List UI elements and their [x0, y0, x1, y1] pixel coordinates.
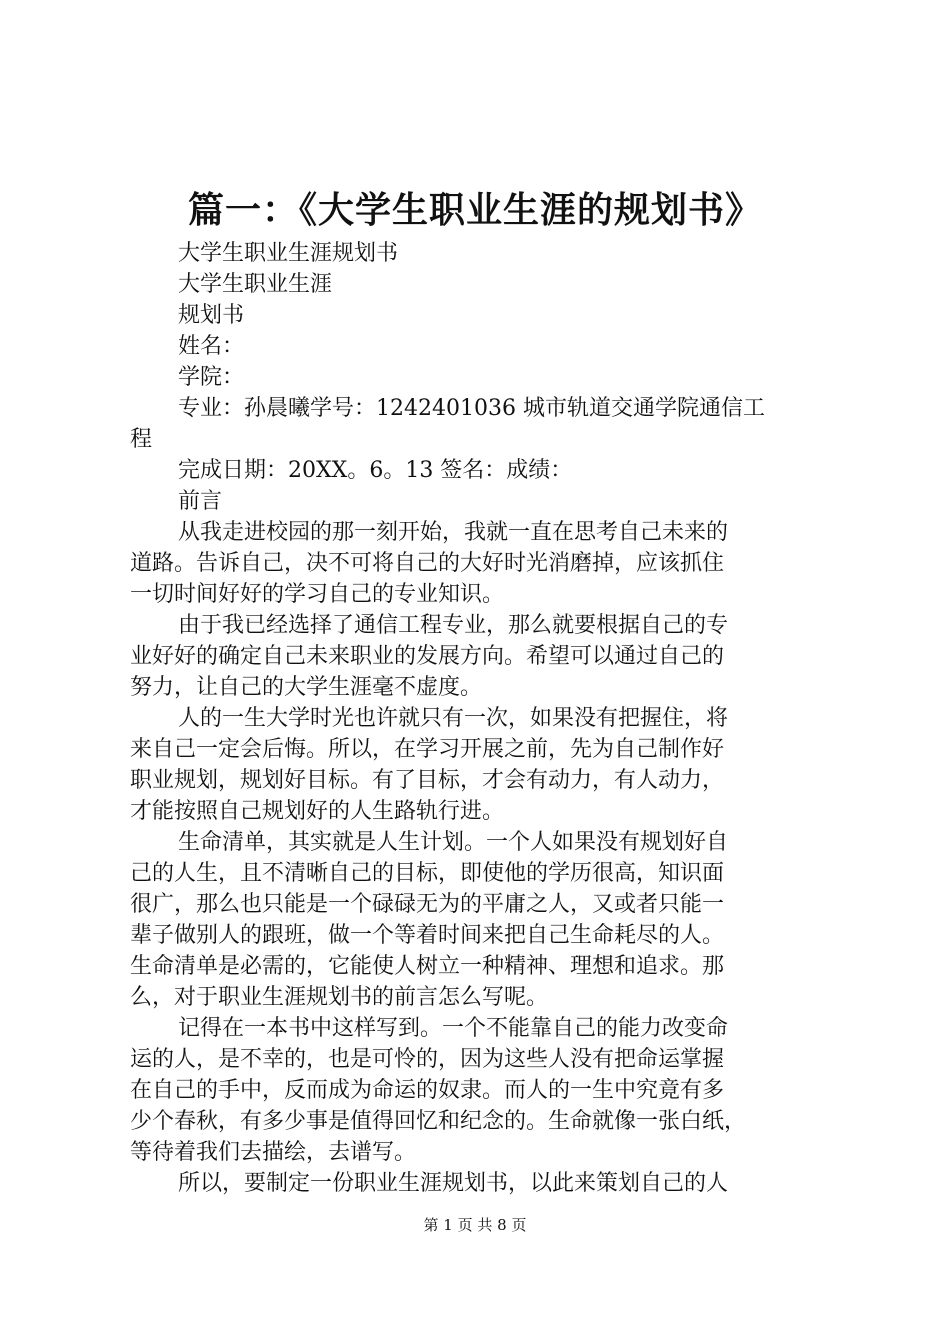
text-line: 程	[130, 427, 153, 452]
text-line: 前言	[178, 489, 223, 514]
text-line: 生命清单是必需的，它能使人树立一种精神、理想和追求。那	[130, 954, 725, 979]
text-line: 完成日期：20XX。6。13 签名：成绩：	[178, 458, 573, 483]
text-line: 业好好的确定自己未来职业的发展方向。希望可以通过自己的	[130, 644, 725, 669]
text-line: 很广，那么也只能是一个碌碌无为的平庸之人，又或者只能一	[130, 892, 725, 917]
text-line: 生命清单，其实就是人生计划。一个人如果没有规划好自	[178, 830, 729, 855]
text-line: 少个春秋，有多少事是值得回忆和纪念的。生命就像一张白纸，	[130, 1109, 747, 1134]
text-line: 道路。告诉自己，决不可将自己的大好时光消磨掉，应该抓住	[130, 551, 725, 576]
text-line: 一切时间好好的学习自己的专业知识。	[130, 582, 505, 607]
text-line: 辈子做别人的跟班，做一个等着时间来把自己生命耗尽的人。	[130, 923, 725, 948]
text-line: 大学生职业生涯规划书	[178, 241, 399, 266]
text-line: 等待着我们去描绘，去谱写。	[130, 1140, 417, 1165]
text-line: 记得在一本书中这样写到。一个不能靠自己的能力改变命	[178, 1016, 729, 1041]
text-line: 专业：孙晨曦学号：1242401036 城市轨道交通学院通信工	[178, 396, 765, 421]
text-line: 姓名：	[178, 334, 245, 359]
page-footer: 第 1 页 共 8 页	[423, 1216, 527, 1234]
text-line: 来自己一定会后悔。所以，在学习开展之前，先为自己制作好	[130, 737, 725, 762]
text-line: 职业规划，规划好目标。有了目标，才会有动力，有人动力，	[130, 768, 725, 793]
document-title: 篇一：《大学生职业生涯的规划书》	[187, 189, 762, 231]
text-line: 在自己的手中，反而成为命运的奴隶。而人的一生中究竟有多	[130, 1078, 725, 1103]
text-line: 么，对于职业生涯规划书的前言怎么写呢。	[130, 985, 549, 1010]
text-line: 人的一生大学时光也许就只有一次，如果没有把握住，将	[178, 706, 729, 731]
document-body	[130, 238, 830, 1199]
text-line: 大学生职业生涯	[178, 272, 333, 297]
text-line: 努力，让自己的大学生涯毫不虚度。	[130, 675, 483, 700]
text-line: 规划书	[178, 303, 245, 328]
text-line: 学院：	[178, 365, 245, 390]
text-line: 由于我已经选择了通信工程专业，那么就要根据自己的专	[178, 613, 729, 638]
text-line: 己的人生，且不清晰自己的目标，即使他的学历很高，知识面	[130, 861, 725, 886]
text-line: 从我走进校园的那一刻开始，我就一直在思考自己未来的	[178, 520, 729, 545]
text-line: 所以，要制定一份职业生涯规划书，以此来策划自己的人	[178, 1171, 729, 1196]
text-line: 运的人，是不幸的，也是可怜的，因为这些人没有把命运掌握	[130, 1047, 725, 1072]
text-line: 才能按照自己规划好的人生路轨行进。	[130, 799, 505, 824]
